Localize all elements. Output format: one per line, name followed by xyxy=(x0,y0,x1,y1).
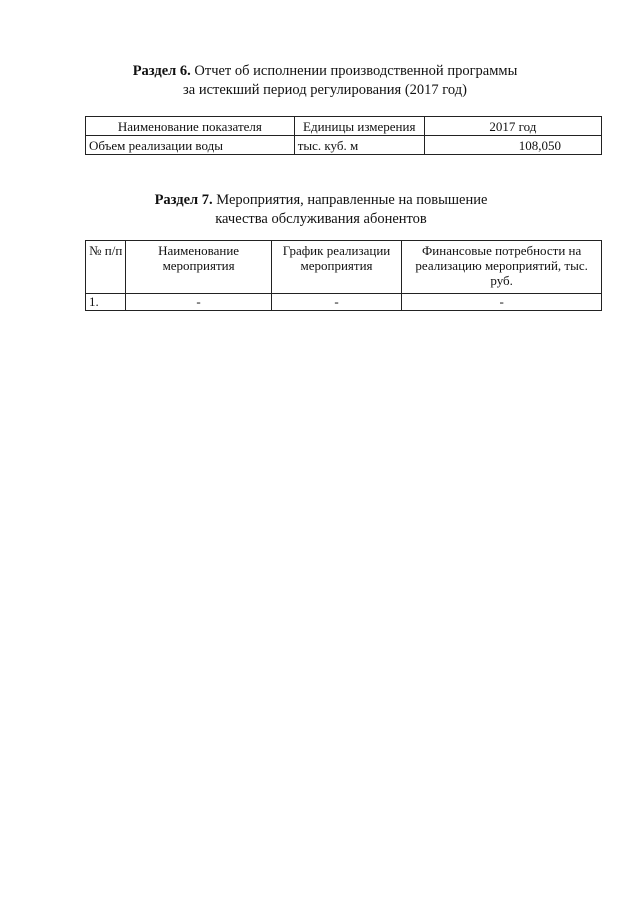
column-header-measure-name: Наименование мероприятия xyxy=(126,241,271,294)
cell-financial-needs: - xyxy=(402,294,602,311)
column-header-units: Единицы измерения xyxy=(294,117,424,136)
column-header-year: 2017 год xyxy=(424,117,601,136)
column-header-indicator: Наименование показателя xyxy=(86,117,295,136)
table-header-row xyxy=(86,241,602,294)
table-row xyxy=(86,136,602,155)
production-program-report-table xyxy=(85,116,602,155)
section-6-number: Раздел 6. xyxy=(132,63,191,79)
cell-units: тыс. куб. м xyxy=(294,136,424,155)
section-7-title-line1: Мероприятия, направленные на повышение xyxy=(216,192,488,208)
section-7-title-line2: качества обслуживания абонентов xyxy=(215,211,427,227)
section-6-title-line2: за истекший период регулирования (2017 год) xyxy=(183,82,467,98)
cell-measure-name: - xyxy=(126,294,271,311)
table-header-row xyxy=(86,117,602,136)
cell-number: 1. xyxy=(86,294,126,311)
column-header-schedule: График реализации мероприятия xyxy=(271,241,402,294)
table-row xyxy=(86,294,602,311)
column-header-number: № п/п xyxy=(86,241,126,294)
cell-indicator: Объем реализации воды xyxy=(86,136,295,155)
service-quality-measures-table xyxy=(85,240,602,311)
column-header-financial-needs: Финансовые потребности на реализацию мероприятий, тыс. руб. xyxy=(402,241,602,294)
cell-schedule: - xyxy=(271,294,402,311)
cell-value: 108,050 xyxy=(424,136,601,155)
section-7-heading xyxy=(1,191,640,229)
section-7-number: Раздел 7. xyxy=(154,192,213,208)
section-6-heading xyxy=(5,62,640,100)
section-6-title-line1: Отчет об исполнении производственной программы xyxy=(194,63,518,79)
